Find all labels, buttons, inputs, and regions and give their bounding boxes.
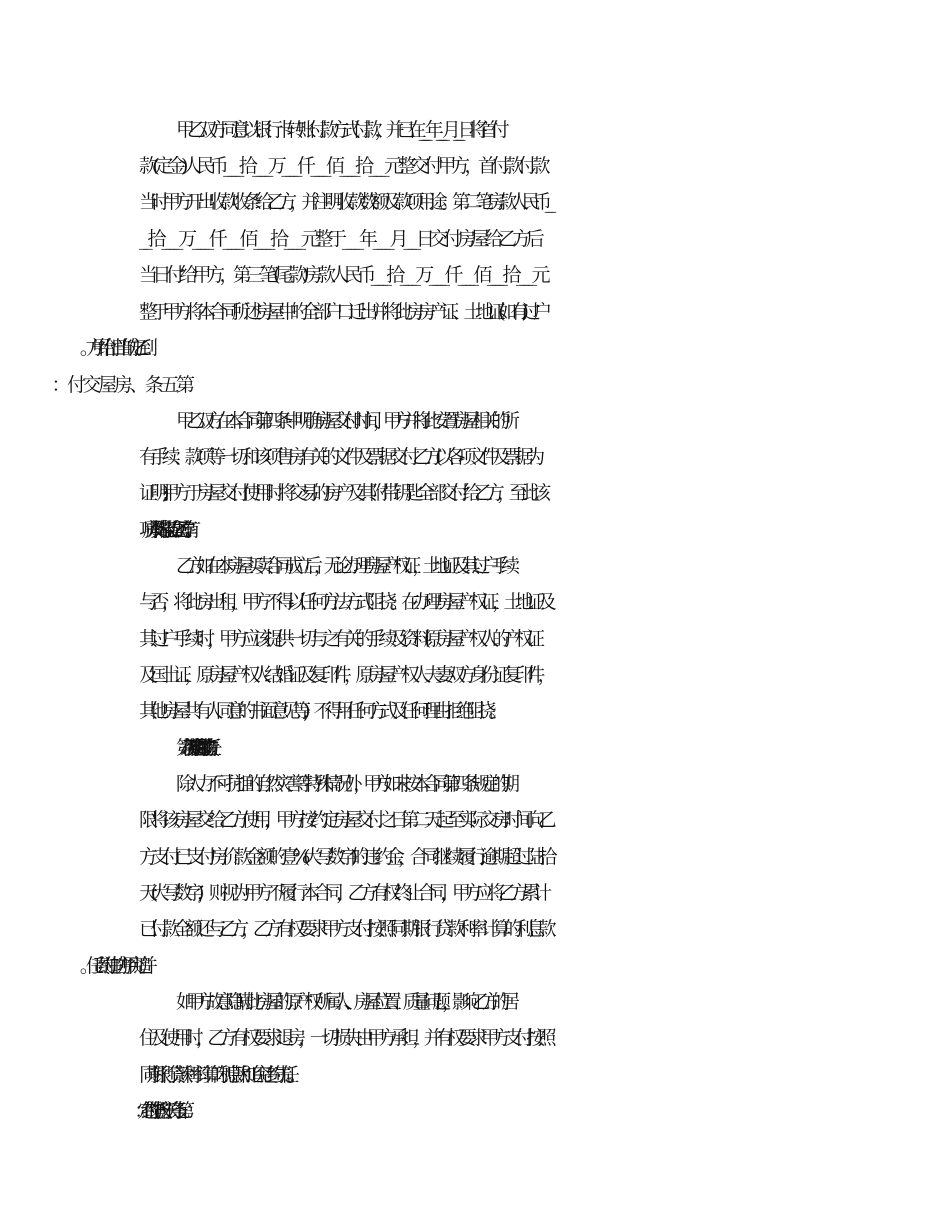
text-line: 限将该房屋交给乙方使用，甲方按约定房屋交付之日第二天起至实际交房时间向乙 <box>139 809 550 831</box>
text-line <box>139 957 950 976</box>
text-line: 其他房屋共有人同意的书面意见等)，不得用任何方式及任何理由拒绝阻挠。 <box>139 700 500 722</box>
text-line: 甲乙双方同意以银行卡转账付款方式付款，并已在____年____月___日将首付 <box>176 119 502 141</box>
text-line: 项房产及其附带权益已全属乙方享有。 <box>139 519 188 541</box>
text-line: 其过户手续时，甲方应该提供一切与之有关的手续及资料(原房屋产权人的产权证 <box>139 628 538 650</box>
text-line: 证明);甲方于房屋交付使用时将交易的房产及其附带钥匙全部交付给乙方，至此该 <box>139 482 544 504</box>
text-line: 整于甲方将本合同所述房屋中的全部户口迁出并将此房房产证、土地证(如有)过户 <box>139 301 545 323</box>
text-line: 与否，将此房出租，甲方不得以任何方法方式阻挠。在办理房屋产权证，土地证及 <box>139 591 550 613</box>
text-line: 甲乙双方在本合同第四条中明确房屋交付时间，甲方并将此安置房屋相关的所 <box>176 410 511 432</box>
text-line: 及国土证，原房屋产权人结婚证及复印件，原房屋产权人夫妻双方身份证复印件， <box>139 664 550 686</box>
text-line: 如甲方故意隐瞒此房屋的原产权所属人、房屋位置、质量问题，影响乙方的居 <box>176 991 511 1013</box>
section-heading <box>176 1102 950 1121</box>
text-line: 同期银行贷款利率计算的利息款和追究违约责任。。 <box>139 1064 293 1086</box>
text-line: 住及使用时，乙方有权要求退房，一切损失由甲方承担，并有权要求甲方支付按照 <box>139 1027 550 1049</box>
text-line: 已付款全额还与乙方，乙方有权要求甲方支付按照同期银行贷款利率计算的利息款 <box>139 918 550 940</box>
section-heading <box>176 376 950 395</box>
section-heading: 第六条、甲方逾期交付房屋的违约责任： <box>176 737 207 759</box>
text-line: 款(定金)人民币____拾____万____仟____佰____拾____元整交付甲方，首付款付款 <box>139 155 545 177</box>
text-line: 当日付给甲方，第三笔(尾款)房款人民币____拾____万____仟____佰____拾____元 <box>139 264 545 286</box>
text-line: __拾____万____仟____佰____拾____元整于____年____月___日交付房屋给乙方后 <box>139 228 540 250</box>
text-line: 除人力不可抗拒的自然灾害等特殊情况外，甲方如未按本合同第四条规定的期 <box>176 773 511 795</box>
text-line: 乙方如在本房屋买卖合同成立后，无论办理房屋产权证，土地证及其过户手续 <box>176 555 511 577</box>
text-line: 方支付已支付房价款金额的壹%(大写数字)的违约金，合同继续履行;逾期超过陆拾 <box>139 846 551 868</box>
text-line: 天(大写数字)，则视为甲方不履行本合同，乙方有权终止合同，甲方应将乙方累计 <box>139 882 545 904</box>
text-line <box>139 339 950 358</box>
text-line: 有手续、款项等一切和该项售房有关的文件及票据交付乙方(以各项文件及票据为 <box>139 446 538 468</box>
text-line: 当时甲方开出收款收条给乙方，并注明收款数额及款项用途。第二笔房款人民币__ <box>139 191 549 213</box>
